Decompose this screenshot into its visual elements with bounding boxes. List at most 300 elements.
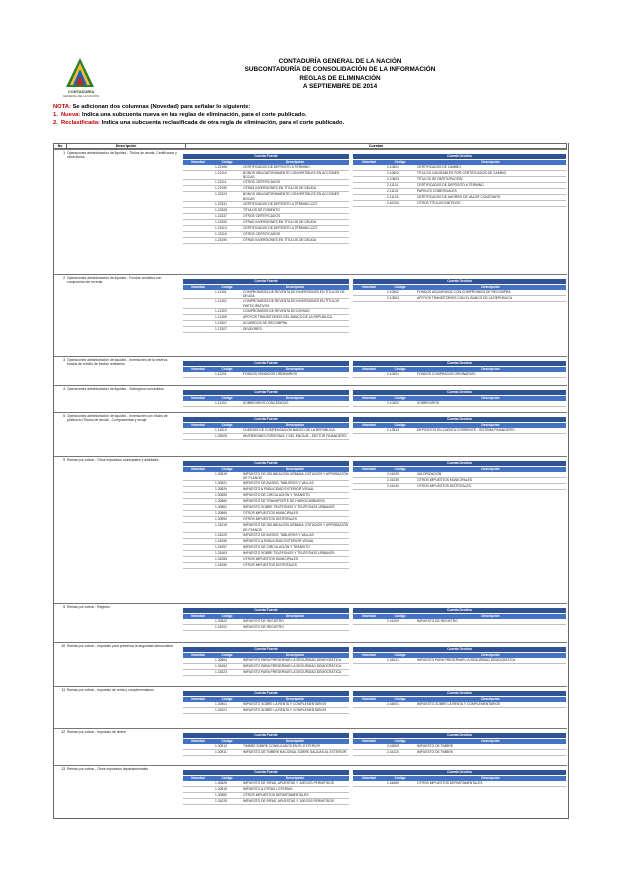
account-row xyxy=(183,472,349,481)
descripcion-cell: IMPUESTO PARA PRESERVAR LA SEGURIDAD DEMOCRÁTICA xyxy=(417,658,516,662)
codigo-cell: 1.11303 xyxy=(215,308,227,313)
account-row xyxy=(183,750,349,756)
descripcion-cell: ACUERDOS DE RECOMPRA xyxy=(243,320,288,325)
col-descripcion: Descripción xyxy=(285,653,305,657)
codigo-cell: 2.44110 xyxy=(387,750,399,754)
col-codigo: Código xyxy=(221,367,233,371)
header-cuentas: Cuentas xyxy=(368,144,384,148)
source-band: Cuenta Fuente xyxy=(183,361,349,366)
descripcion-cell: IMPUESTO PARA PRESERVAR LA SEGURIDAD DEMOCRÁTICA xyxy=(243,658,342,662)
novedad-cell xyxy=(183,799,213,804)
codigo-cell: 2.12513 xyxy=(387,428,399,432)
codigo-cell: 2.44021 xyxy=(387,658,399,662)
rule-section xyxy=(53,765,567,819)
novedad-cell xyxy=(183,214,213,219)
novedad-cell xyxy=(183,192,213,200)
col-novedad: Novedad xyxy=(362,423,376,427)
source-accounts xyxy=(183,417,349,440)
col-descripcion: Descripción xyxy=(481,776,500,780)
novedad-cell xyxy=(183,428,213,433)
codigo-cell: 1.31056 xyxy=(215,538,227,543)
codigo-cell: 2.41040 xyxy=(387,484,399,488)
col-descripcion: Descripción xyxy=(481,653,500,657)
rule-number: 1 xyxy=(63,151,65,155)
descripcion-cell: TÍTULOS CANJEABLES POR CERTIFICADOS DE CAMBIO xyxy=(417,171,507,175)
col-codigo: Código xyxy=(221,160,233,164)
descripcion-cell: IMPUESTO DE RIFAS, APUESTAS Y JUEGOS PERMITIDOS xyxy=(243,799,334,803)
novedad-cell xyxy=(183,171,213,179)
codigo-cell: 1.30564 xyxy=(215,658,227,662)
descripcion-cell: CUENTAS DE COMPENSACIÓN BANCO DE LA REPÚBLICA xyxy=(243,428,335,432)
descripcion-cell: IMPUESTO DE CIRCULACIÓN Y TRÁNSITO xyxy=(243,493,310,498)
codigo-cell: 1.22190 xyxy=(215,186,227,191)
codigo-cell: 2.10503 xyxy=(387,296,399,300)
rule-description: Rentas por cobrar - Impuesto de renta y complementarios xyxy=(67,688,154,692)
descripcion-cell: OTROS IMPUESTOS MUNICIPALES xyxy=(417,478,473,482)
novedad-cell xyxy=(353,744,385,749)
codigo-cell: 2.44060 xyxy=(387,781,399,785)
dest-band: Cuenta Destino xyxy=(353,390,566,395)
codigo-cell: 1.30501 xyxy=(215,702,227,706)
novedad-cell xyxy=(183,708,213,713)
novedad-cell xyxy=(183,290,213,298)
rule-description: Rentas por cobrar - Registro xyxy=(67,605,110,609)
novedad-cell xyxy=(183,619,213,624)
codigo-cell: 2.44001 xyxy=(387,702,399,706)
col-codigo: Código xyxy=(221,697,233,701)
rule-section xyxy=(53,412,567,457)
novedad-cell xyxy=(183,781,213,786)
novedad-cell xyxy=(183,499,213,504)
col-codigo: Código xyxy=(394,653,406,657)
descripcion-cell: OTROS IMPUESTOS DEPARTAMENTALES xyxy=(243,793,309,797)
account-rows xyxy=(183,744,349,756)
col-codigo: Código xyxy=(394,697,406,701)
codigo-cell: 2.42609 xyxy=(387,744,399,748)
novedad-cell xyxy=(183,401,213,406)
source-accounts xyxy=(183,361,349,378)
rule-description: Operaciones administración de liquidez - Inversiones de la reserva, fondos de crédito de fondos ordinarios xyxy=(67,358,169,367)
dest-band: Cuenta Destino xyxy=(353,608,566,613)
descripcion-cell: FONDOS ADQUIRIDOS CON COMPROMISO DE RECOMPRA xyxy=(417,290,511,294)
col-novedad: Novedad xyxy=(191,285,205,289)
dest-accounts xyxy=(353,608,566,625)
rule-number: 11 xyxy=(61,688,65,692)
codigo-cell: 2.41009 xyxy=(387,619,399,623)
codigo-cell: 1.32005 xyxy=(215,434,227,438)
novedad-cell xyxy=(353,619,385,624)
rule-description: Operaciones administración de liquidez - Fondos vendidos con compromiso de reventa xyxy=(67,276,162,285)
source-accounts xyxy=(183,390,349,407)
col-novedad: Novedad xyxy=(191,776,205,780)
descripcion-cell: IMPUESTO DE TIMBRE xyxy=(417,750,453,754)
descripcion-cell: COMPROMISOS DE REVENTA DE INVERSIONES EN TÍTULOS DE DEUDA xyxy=(243,290,345,299)
account-rows xyxy=(183,619,349,631)
codigo-cell: 2.11101 xyxy=(387,183,399,187)
descripcion-cell: BONOS OBLIGATORIAMENTE CONVERTIBLES EN ACCIONES BOCAS xyxy=(243,192,340,201)
codigo-cell: 1.11302 xyxy=(215,299,227,304)
col-codigo: Código xyxy=(221,776,233,780)
col-codigo: Código xyxy=(394,776,406,780)
novedad-cell xyxy=(183,165,213,170)
codigo-cell: 1.31090 xyxy=(215,562,227,567)
descripcion-cell: COMPROMISOS DE REVENTA DE DIVISAS xyxy=(243,308,310,313)
descripcion-cell: IMPUESTO SOBRE TELÉFONOS Y TELÉFONOS URBANOS xyxy=(243,505,335,510)
source-accounts xyxy=(183,461,349,569)
descripcion-cell: OTROS CERTIFICADOS xyxy=(243,213,281,218)
col-codigo: Código xyxy=(221,396,233,400)
novedad-cell xyxy=(353,750,385,755)
novedad-cell xyxy=(353,428,385,433)
account-row xyxy=(353,658,566,664)
col-novedad: Novedad xyxy=(362,285,376,289)
heading-line: A SEPTIEMBRE DE 2014 xyxy=(302,83,378,91)
account-row xyxy=(183,434,349,440)
codigo-cell: 2.10601 xyxy=(387,165,399,169)
descripcion-cell: SOBREGIROS CONCEDIDOS xyxy=(243,401,289,405)
heading-line: CONTADURÍA GENERAL DE LA NACIÓN xyxy=(278,58,402,65)
col-novedad: Novedad xyxy=(191,160,205,164)
account-row xyxy=(183,799,349,805)
novedad-cell xyxy=(183,315,213,320)
novedad-cell xyxy=(183,299,213,307)
codigo-cell: 1.22390 xyxy=(215,219,227,224)
descripcion-cell: IMPUESTO DE DELINEACIÓN URBANA, ESTUDIOS Y APROBACIÓN DE PLANOS xyxy=(243,523,348,532)
account-row xyxy=(183,238,349,244)
novedad-cell xyxy=(183,493,213,498)
note-item: 1. Nueva: Indica una subcuenta nueva en las reglas de eliminación, para el corte publicado. xyxy=(53,112,307,118)
source-band: Cuenta Fuente xyxy=(183,461,349,466)
codigo-cell: 2.41005 xyxy=(387,472,399,476)
codigo-cell: 1.22106 xyxy=(215,165,227,169)
codigo-cell: 1.31523 xyxy=(215,670,227,674)
col-novedad: Novedad xyxy=(362,697,376,701)
descripcion-cell: SOBREGIROS xyxy=(417,401,440,405)
rule-description: Operaciones administración de liquidez - Títulos de deuda, Certificados y otros títulos xyxy=(67,151,177,160)
novedad-cell xyxy=(353,177,385,182)
codigo-cell: 1.30590 xyxy=(215,517,227,522)
rule-description: Rentas por cobrar - Impuesto para preservar la seguridad democrática xyxy=(67,644,173,648)
col-codigo: Código xyxy=(221,285,233,289)
novedad-cell xyxy=(183,702,213,707)
rule-section xyxy=(53,149,567,275)
codigo-cell: 1.31054 xyxy=(215,664,227,668)
dest-accounts xyxy=(353,647,566,664)
rule-description: Rentas por cobrar - Otros impuestos departamentales xyxy=(67,767,149,771)
account-rows xyxy=(353,702,566,708)
logo-caption: CONTADURÍA GENERAL DE LA NACIÓN xyxy=(62,89,100,98)
novedad-cell xyxy=(183,238,213,243)
codigo-cell: 1.22111 xyxy=(215,180,227,185)
rule-section xyxy=(53,456,567,604)
novedad-cell xyxy=(353,401,385,406)
descripcion-cell: VALORIZACIÓN xyxy=(417,472,442,476)
account-rows xyxy=(353,290,566,302)
descripcion-cell: OTROS IMPUESTOS DISTRITALES xyxy=(243,517,297,522)
account-rows xyxy=(183,472,349,569)
dest-accounts xyxy=(353,770,566,787)
novedad-cell xyxy=(353,372,385,377)
novedad-cell xyxy=(183,557,213,562)
novedad-cell xyxy=(183,327,213,332)
col-codigo: Código xyxy=(221,653,233,657)
col-descripcion: Descripción xyxy=(481,614,500,618)
codigo-cell: 1.11202 xyxy=(215,401,227,405)
dest-band: Cuenta Destino xyxy=(353,417,566,422)
account-rows xyxy=(183,401,349,407)
source-accounts xyxy=(183,691,349,714)
col-descripcion: Descripción xyxy=(481,739,500,743)
codigo-cell: 1.11201 xyxy=(215,372,227,376)
source-accounts xyxy=(183,279,349,333)
codigo-cell: 1.11301 xyxy=(215,290,227,294)
col-descripcion: Descripción xyxy=(481,396,500,400)
rule-number: 9 xyxy=(63,458,65,462)
novedad-cell xyxy=(183,232,213,237)
codigo-cell: 2.41035 xyxy=(387,478,399,482)
descripcion-cell: CERTIFICADOS DE DEPÓSITO A TÉRMINO-CDT xyxy=(243,225,318,230)
descripcion-cell: IMPUESTO DE TRANSPORTE DE HIDROCARBUROS xyxy=(243,499,325,504)
col-descripcion: Descripción xyxy=(481,367,500,371)
rule-description: Rentas por cobrar - Impuesto de timbre xyxy=(67,730,127,734)
codigo-cell: 1.31001 xyxy=(215,708,227,712)
dest-band: Cuenta Destino xyxy=(353,691,566,696)
col-descripcion: Descripción xyxy=(285,285,305,289)
col-novedad: Novedad xyxy=(362,160,376,164)
codigo-cell: 2.10402 xyxy=(387,401,399,405)
rule-number: 10 xyxy=(61,644,65,648)
dest-accounts xyxy=(353,390,566,407)
novedad-cell xyxy=(353,195,385,200)
col-codigo: Código xyxy=(221,467,233,471)
codigo-cell: 2.11103 xyxy=(387,195,399,199)
codigo-cell: 1.22324 xyxy=(215,192,227,197)
descripcion-cell: INVERSIONES FORZOSAS Y DEL ENCAJE - SECTOR FINANCIERO xyxy=(243,434,347,438)
col-descripcion: Descripción xyxy=(285,367,305,371)
codigo-cell: 1.22331 xyxy=(215,201,227,206)
account-rows xyxy=(183,702,349,714)
rule-number: 13 xyxy=(61,767,65,771)
descripcion-cell: IMPUESTO PARA PRESERVAR LA SEGURIDAD DEMOCRÁTICA xyxy=(243,664,342,668)
descripcion-cell: IMPUESTO DE REGISTRO xyxy=(243,625,284,629)
codigo-cell: 1.11510 xyxy=(215,428,227,432)
codigo-cell: 2.10401 xyxy=(387,372,399,376)
col-descripcion: Descripción xyxy=(481,285,500,289)
novedad-cell xyxy=(353,171,385,176)
dest-band: Cuenta Destino xyxy=(353,770,566,775)
codigo-cell: 1.30580 xyxy=(215,793,227,797)
col-descripcion: Descripción xyxy=(481,467,500,471)
rule-description: Rentas por cobrar - Otros impuestos municipales y distritales xyxy=(67,458,159,462)
account-row xyxy=(353,401,566,407)
codigo-cell: 1.30512 xyxy=(215,744,227,748)
rule-section xyxy=(53,728,567,766)
account-rows xyxy=(353,165,566,207)
rule-description: Operaciones administración de liquidez - Inversiones con títulos de política en Títulos de deuda - Compraventas y recaje xyxy=(67,414,168,423)
novedad-cell xyxy=(183,793,213,798)
rule-section xyxy=(53,603,567,643)
dest-band: Cuenta Destino xyxy=(353,733,566,738)
rule-number: 4 xyxy=(63,387,65,391)
descripcion-cell: OTRAS INVERSIONES EN TÍTULOS DE DEUDA xyxy=(243,186,317,191)
novedad-cell xyxy=(353,189,385,194)
account-row xyxy=(353,750,566,756)
codigo-cell: 1.30565 xyxy=(215,511,227,516)
col-codigo: Código xyxy=(221,423,233,427)
descripcion-cell: APOYOS TRANSITORIOS CON EL BANCO DE LA REPÚBLICA xyxy=(417,296,513,300)
account-rows xyxy=(353,428,566,434)
account-rows xyxy=(183,372,349,378)
source-band: Cuenta Fuente xyxy=(183,417,349,422)
account-row xyxy=(183,171,349,180)
novedad-cell xyxy=(183,563,213,568)
account-row xyxy=(183,708,349,714)
dest-accounts xyxy=(353,691,566,708)
descripcion-cell: IMPUESTO SOBRE TELÉFONOS Y TELÉFONOS URBANOS xyxy=(243,550,335,555)
rule-section xyxy=(53,642,567,687)
codigo-cell: 1.30559 xyxy=(215,493,227,498)
col-codigo: Código xyxy=(394,614,406,618)
col-descripcion: Descripción xyxy=(285,614,305,618)
rule-number: 9 xyxy=(63,605,65,609)
novedad-cell xyxy=(353,290,385,295)
descripcion-cell: IMPUESTO DE RIFAS, APUESTAS Y JUEGOS PERMITIDOS xyxy=(243,781,334,785)
dest-accounts xyxy=(353,733,566,756)
novedad-cell xyxy=(183,750,213,755)
novedad-cell xyxy=(183,523,213,531)
novedad-cell xyxy=(183,208,213,213)
novedad-cell xyxy=(183,505,213,510)
source-band: Cuenta Fuente xyxy=(183,608,349,613)
col-novedad: Novedad xyxy=(362,653,376,657)
col-codigo: Código xyxy=(221,614,233,618)
dest-accounts xyxy=(353,154,566,207)
account-rows xyxy=(353,781,566,787)
codigo-cell: 1.11305 xyxy=(215,314,227,319)
novedad-cell xyxy=(183,372,213,377)
col-descripcion: Descripción xyxy=(285,697,305,701)
dest-band: Cuenta Destino xyxy=(353,647,566,652)
codigo-cell: 1.31020 xyxy=(215,532,227,537)
novedad-cell xyxy=(353,201,385,206)
account-rows xyxy=(353,472,566,490)
account-row xyxy=(183,192,349,201)
dest-accounts xyxy=(353,279,566,302)
codigo-cell: 2.62100 xyxy=(387,201,399,205)
descripcion-cell: OTROS CERTIFICADOS xyxy=(243,180,281,185)
descripcion-cell: IMPUESTO DE TIMBRE xyxy=(417,744,453,748)
descripcion-cell: IMPUESTO A PUBLICIDAD EXTERIOR VISUAL xyxy=(243,538,315,543)
source-band: Cuenta Fuente xyxy=(183,770,349,775)
col-novedad: Novedad xyxy=(191,467,205,471)
account-row xyxy=(353,296,566,302)
account-rows xyxy=(183,428,349,440)
col-novedad: Novedad xyxy=(362,467,376,471)
descripcion-cell: DEUDORES xyxy=(243,326,262,331)
rule-number: 12 xyxy=(61,730,65,734)
descripcion-cell: IMPUESTO A OTRAS LOTERÍAS xyxy=(243,787,293,791)
novedad-cell xyxy=(183,186,213,191)
col-codigo: Código xyxy=(394,160,406,164)
codigo-cell: 1.12307 xyxy=(215,326,227,331)
dest-band: Cuenta Destino xyxy=(353,279,566,284)
novedad-cell xyxy=(183,551,213,556)
novedad-cell xyxy=(183,517,213,522)
descripcion-cell: FONDOS VENDIDOS ORDINARIOS xyxy=(243,372,298,376)
novedad-cell xyxy=(183,533,213,538)
account-row xyxy=(353,372,566,378)
contaduria-logo-icon xyxy=(63,57,97,91)
descripcion-cell: OTROS CERTIFICADOS xyxy=(243,231,281,236)
account-row xyxy=(353,781,566,787)
descripcion-cell: IMPUESTO DE REGISTRO xyxy=(417,619,458,623)
codigo-cell: 1.31063 xyxy=(215,550,227,555)
account-rows xyxy=(183,658,349,676)
novedad-cell xyxy=(183,202,213,207)
novedad-cell xyxy=(183,481,213,486)
dest-band: Cuenta Destino xyxy=(353,461,566,466)
account-rows xyxy=(353,744,566,756)
notes-block xyxy=(53,103,563,127)
codigo-cell: 1.23113 xyxy=(215,225,227,230)
descripcion-cell: IMPUESTO SOBRE LA RENTA Y COMPLEMENTARIOS xyxy=(243,708,327,712)
novedad-cell xyxy=(183,545,213,550)
novedad-cell xyxy=(183,625,213,630)
novedad-cell xyxy=(183,472,213,480)
account-rows xyxy=(353,658,566,664)
account-row xyxy=(183,290,349,299)
novedad-cell xyxy=(183,309,213,314)
account-row xyxy=(183,625,349,631)
col-novedad: Novedad xyxy=(191,697,205,701)
account-row xyxy=(183,401,349,407)
note-item: 2. Reclasificada: Indica una subcuenta reclasificada de otra regla de eliminación, para el corte publicado. xyxy=(53,120,345,126)
col-novedad: Novedad xyxy=(191,739,205,743)
descripcion-cell: IMPUESTO A PUBLICIDAD EXTERIOR VISUAL xyxy=(243,487,315,492)
account-row xyxy=(183,670,349,676)
rule-description: Operaciones administración de liquidez - Sobregiros concedidos xyxy=(67,387,164,391)
account-rows xyxy=(183,781,349,805)
col-codigo: Código xyxy=(394,423,406,427)
codigo-cell: 2.10602 xyxy=(387,171,399,175)
descripcion-cell: DEPÓSITOS EN CUENTA CORRIENTE - SISTEMA FINANCIERO xyxy=(417,428,515,432)
descripcion-cell: OTRAS INVERSIONES EN TÍTULOS DE DEUDA xyxy=(243,237,317,242)
account-row xyxy=(353,702,566,708)
account-row xyxy=(183,327,349,333)
novedad-cell xyxy=(183,321,213,326)
descripcion-cell: IMPUESTO PARA PRESERVAR LA SEGURIDAD DEMOCRÁTICA xyxy=(243,670,342,674)
novedad-cell xyxy=(183,744,213,749)
account-rows xyxy=(353,401,566,407)
dest-accounts xyxy=(353,361,566,378)
col-novedad: Novedad xyxy=(362,367,376,371)
novedad-cell xyxy=(353,484,385,489)
col-descripcion: Descripción xyxy=(285,423,305,427)
col-codigo: Código xyxy=(394,367,406,371)
novedad-cell xyxy=(353,658,385,663)
codigo-cell: 1.31085 xyxy=(215,556,227,561)
col-descripcion: Descripción xyxy=(481,423,500,427)
descripcion-cell: TÍTULOS DE FOMENTO xyxy=(243,207,280,212)
col-descripcion: Descripción xyxy=(285,467,305,471)
source-accounts xyxy=(183,608,349,631)
account-row xyxy=(183,523,349,532)
descripcion-cell: OTROS IMPUESTOS DISTRITALES xyxy=(417,484,471,488)
codigo-cell: 1.31002 xyxy=(215,625,227,629)
novedad-cell xyxy=(353,296,385,301)
codigo-cell: 1.23116 xyxy=(215,231,227,236)
novedad-cell xyxy=(353,165,385,170)
